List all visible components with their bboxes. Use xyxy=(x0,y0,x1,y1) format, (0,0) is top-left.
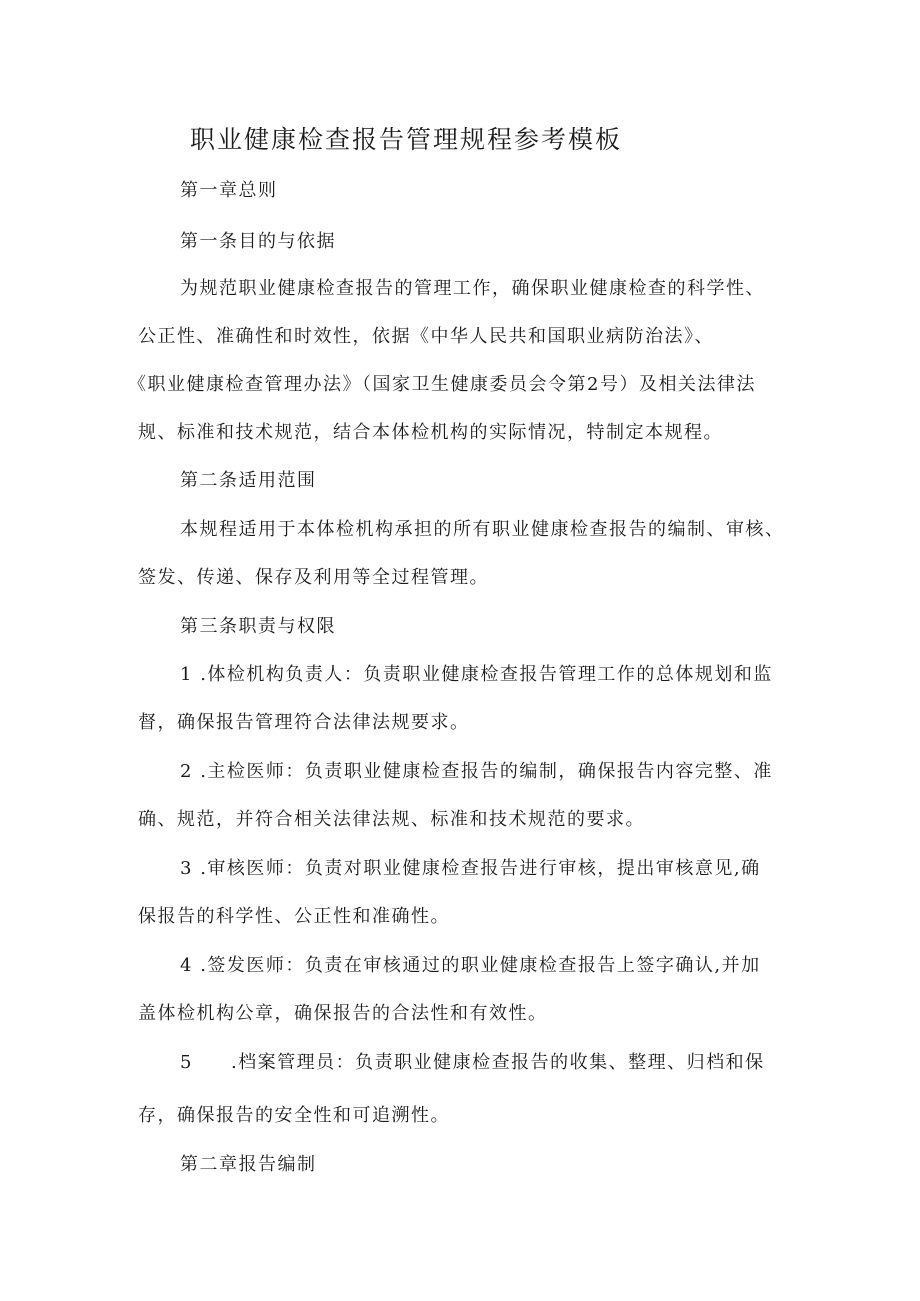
chapter-heading: 第一章总则 xyxy=(180,180,278,201)
list-item xyxy=(180,660,773,686)
paragraph-line: 规、标准和技术规范，结合本体检机构的实际情况，特制定本规程。 xyxy=(138,422,723,443)
article-heading: 第二条适用范围 xyxy=(180,470,317,491)
paragraph-line: 《职业健康检查管理办法》（国家卫生健康委员会令第2号）及相关法律法 xyxy=(128,374,756,395)
list-item-number: 1 xyxy=(180,664,193,685)
list-item xyxy=(180,757,773,783)
list-item-text: .主检医师：负责职业健康检查报告的编制，确保报告内容完整、准 xyxy=(200,761,773,782)
list-item-number: 4 xyxy=(180,955,193,976)
list-item-continuation: 确、规范，并符合相关法律法规、标准和技术规范的要求。 xyxy=(138,809,645,830)
list-item-number: 3 xyxy=(180,858,193,879)
paragraph-line: 公正性、准确性和时效性，依据《中华人民共和国职业病防治法》、 xyxy=(138,326,714,347)
article-heading: 第一条目的与依据 xyxy=(180,231,336,252)
list-item-number: 2 xyxy=(180,761,193,782)
paragraph-line: 本规程适用于本体检机构承担的所有职业健康检查报告的编制、审核、 xyxy=(180,519,785,540)
page-title: 职业健康检查报告管理规程参考模板 xyxy=(190,125,623,154)
list-item-text: .签发医师：负责在审核通过的职业健康检查报告上签字确认,并加 xyxy=(200,955,761,976)
list-item-continuation: 存，确保报告的安全性和可追溯性。 xyxy=(138,1105,450,1126)
list-item xyxy=(180,854,761,880)
list-item-continuation: 督，确保报告管理符合法律法规要求。 xyxy=(138,712,470,733)
list-item xyxy=(180,951,761,977)
list-item-text: .审核医师：负责对职业健康检查报告进行审核，提出审核意见,确 xyxy=(200,858,761,879)
list-item-continuation: 盖体检机构公章，确保报告的合法性和有效性。 xyxy=(138,1003,548,1024)
list-item xyxy=(180,1048,765,1074)
chapter-heading: 第二章报告编制 xyxy=(180,1154,317,1175)
article-heading: 第三条职责与权限 xyxy=(180,616,336,637)
list-item-text: .档案管理员：负责职业健康检查报告的收集、整理、归档和保 xyxy=(230,1052,765,1073)
list-item-continuation: 保报告的科学性、公正性和准确性。 xyxy=(138,906,450,927)
list-item-text: .体检机构负责人：负责职业健康检查报告管理工作的总体规划和监 xyxy=(200,664,773,685)
paragraph-line: 为规范职业健康检查报告的管理工作，确保职业健康检查的科学性、 xyxy=(180,278,765,299)
list-item-number: 5 xyxy=(180,1052,193,1073)
paragraph-line: 签发、传递、保存及利用等全过程管理。 xyxy=(138,567,489,588)
